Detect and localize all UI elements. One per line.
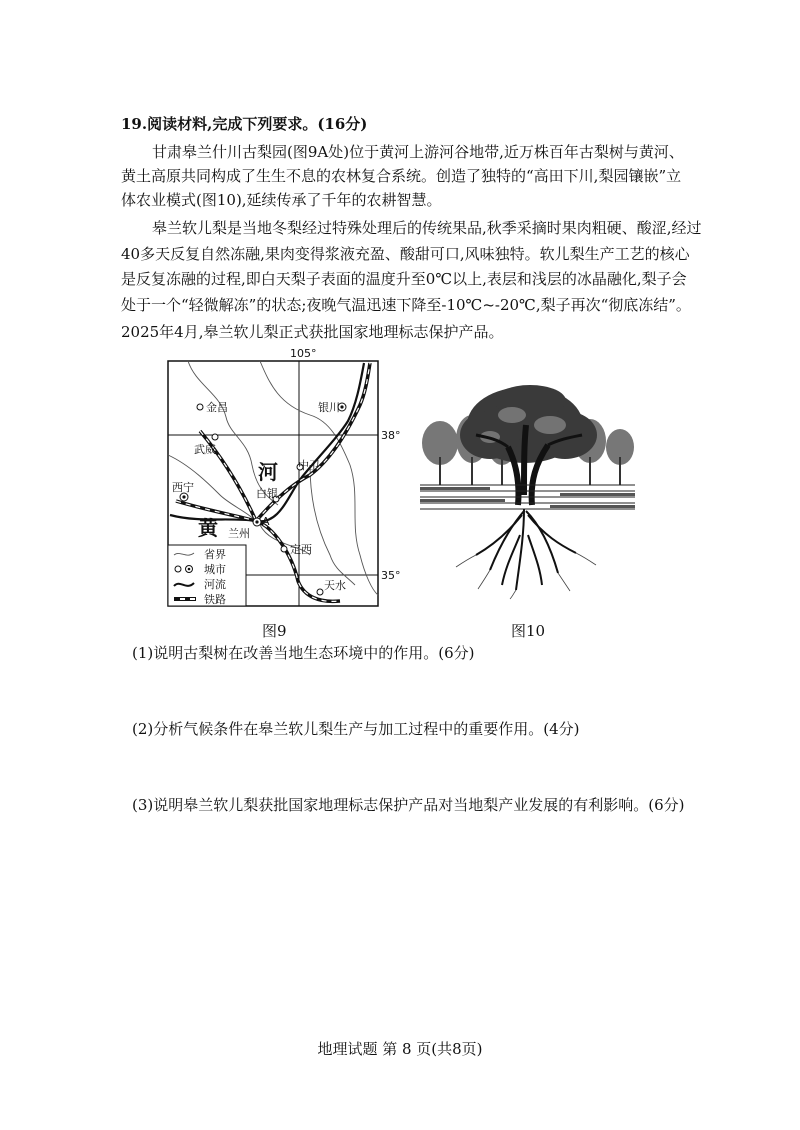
figure-10-pear-tree — [420, 385, 635, 600]
city-label: 银川 — [318, 401, 340, 414]
legend-label: 省界 — [204, 548, 226, 561]
city-label: 定西 — [290, 543, 312, 556]
subquestion-2: (2)分析气候条件在皋兰软儿梨生产与加工过程中的重要作用。(4分) — [132, 720, 580, 738]
city-label: 白银 — [256, 487, 278, 500]
subquestion-1: (1)说明古梨树在改善当地生态环境中的作用。(6分) — [132, 644, 475, 662]
city-label: 西宁 — [172, 481, 194, 494]
paragraph-line: 40多天反复自然冻融,果肉变得浆液充盈、酸甜可口,风味独特。软儿梨生产工艺的核心 — [121, 245, 690, 263]
city-marker — [317, 589, 323, 595]
paragraph-line: 处于一个“轻微解冻”的状态;夜晚气温迅速下降至-10℃~-20℃,梨子再次“彻底冻结”。 — [121, 296, 691, 314]
city-label: 兰州 — [228, 527, 250, 540]
city-label: 金昌 — [206, 401, 228, 414]
longitude-label: 105° — [290, 347, 317, 360]
river-char: 河 — [258, 460, 278, 484]
paragraph-line: 是反复冻融的过程,即白天梨子表面的温度升至0℃以上,表层和浅层的冰晶融化,梨子会 — [121, 270, 687, 288]
figure-9-map — [160, 345, 401, 613]
city-marker — [281, 546, 287, 552]
paragraph-line: 黄土高原共同构成了生生不息的农林复合系统。创造了独特的“高田下川,梨园镶嵌”立 — [121, 167, 682, 185]
latitude-label: 35° — [381, 569, 401, 582]
figure-10-caption: 图10 — [511, 622, 546, 640]
legend-label: 城市 — [204, 563, 226, 576]
subquestion-3: (3)说明皋兰软儿梨获批国家地理标志保护产品对当地梨产业发展的有利影响。(6分) — [132, 796, 685, 814]
point-a-label: A — [262, 515, 270, 528]
paragraph-line: 皋兰软儿梨是当地冬梨经过特殊处理后的传统果品,秋季采摘时果肉粗硬、酸涩,经过 — [152, 219, 702, 237]
legend-label: 铁路 — [204, 593, 226, 606]
city-label: 天水 — [324, 579, 346, 592]
page-footer: 地理试题 第 8 页(共8页) — [317, 1040, 483, 1058]
legend-label: 河流 — [204, 578, 226, 591]
city-label: 中卫 — [298, 459, 320, 472]
city-marker — [197, 404, 203, 410]
paragraph-line: 体农业模式(图10),延续传承了千年的农耕智慧。 — [121, 191, 442, 209]
river-char: 黄 — [198, 516, 218, 540]
city-marker — [212, 434, 218, 440]
city-label: 武威 — [194, 443, 216, 456]
latitude-label: 38° — [381, 429, 401, 442]
figure-9-caption: 图9 — [262, 622, 287, 640]
main-tree-canopy — [460, 385, 597, 463]
question-title: 19.阅读材料,完成下列要求。(16分) — [121, 115, 368, 133]
paragraph-line: 2025年4月,皋兰软儿梨正式获批国家地理标志保护产品。 — [121, 323, 504, 341]
paragraph-line: 甘肃皋兰什川古梨园(图9A处)位于黄河上游河谷地带,近万株百年古梨树与黄河、 — [152, 143, 684, 161]
